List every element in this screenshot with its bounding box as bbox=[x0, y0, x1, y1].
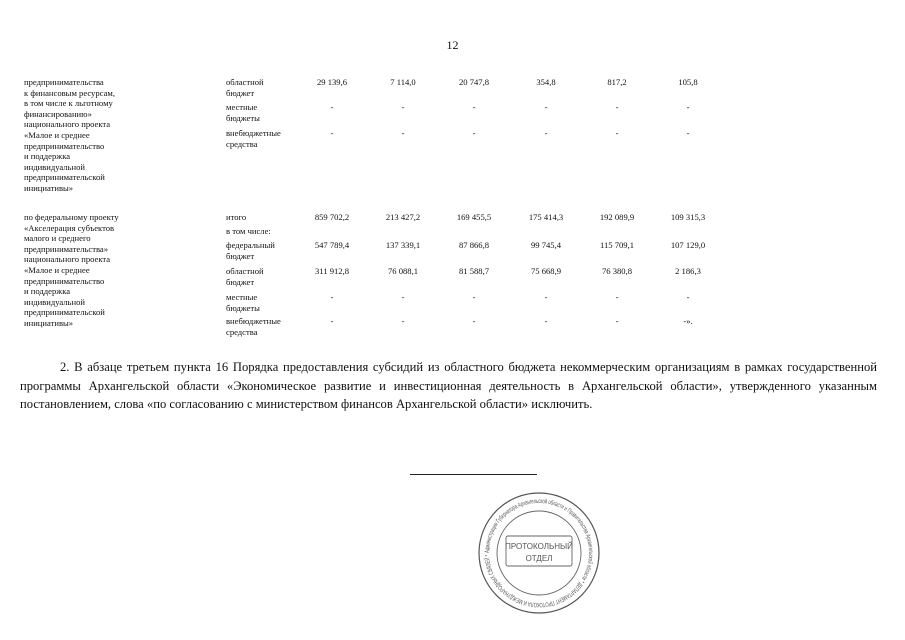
amount-cell: - bbox=[401, 316, 405, 326]
funding-source-label: внебюджетные средства bbox=[226, 316, 281, 337]
amount-cell: 192 089,9 bbox=[599, 212, 635, 222]
funding-source-label: областной бюджет bbox=[226, 266, 264, 287]
amount-cell: 99 745,4 bbox=[530, 240, 562, 250]
amount-cell: 169 455,5 bbox=[456, 212, 492, 222]
funding-source-label: внебюджетные средства bbox=[226, 128, 281, 149]
funding-source-label: местные бюджеты bbox=[226, 292, 260, 313]
amount-cell: 547 789,4 bbox=[314, 240, 350, 250]
amount-cell: -». bbox=[683, 316, 693, 326]
amount-cell: - bbox=[686, 102, 690, 112]
amount-cell: - bbox=[544, 316, 548, 326]
seal-center-text-2: ОТДЕЛ bbox=[525, 554, 553, 563]
row1-program-label: предпринимательства к финансовым ресурсам, в том числе к льготному финансированию» национального проекта «Малое и среднее предпринимательство и поддержка индивидуальной предпринимательской инициативы» bbox=[24, 77, 115, 193]
amount-cell: - bbox=[686, 128, 690, 138]
amount-cell: 109 315,3 bbox=[670, 212, 706, 222]
amount-cell: - bbox=[330, 102, 334, 112]
amount-cell: - bbox=[686, 292, 690, 302]
amount-cell: - bbox=[330, 316, 334, 326]
amount-cell: - bbox=[544, 102, 548, 112]
amount-cell: - bbox=[615, 128, 619, 138]
amount-cell: - bbox=[401, 292, 405, 302]
amount-cell: 87 866,8 bbox=[458, 240, 490, 250]
amount-cell: 859 702,2 bbox=[314, 212, 350, 222]
amount-cell: 81 588,7 bbox=[458, 266, 490, 276]
amount-cell: - bbox=[472, 316, 476, 326]
amount-cell: 76 380,8 bbox=[601, 266, 633, 276]
amount-cell: 20 747,8 bbox=[458, 77, 490, 87]
funding-source-label: местные бюджеты bbox=[226, 102, 260, 123]
amount-cell: - bbox=[472, 102, 476, 112]
amount-cell: 76 088,1 bbox=[387, 266, 419, 276]
amount-cell: - bbox=[615, 316, 619, 326]
amount-cell: 29 139,6 bbox=[316, 77, 348, 87]
amount-cell: - bbox=[401, 102, 405, 112]
seal-center-text-1: ПРОТОКОЛЬНЫЙ bbox=[505, 542, 573, 551]
amount-cell: - bbox=[330, 128, 334, 138]
amount-cell: 817,2 bbox=[607, 77, 627, 87]
amount-cell: - bbox=[401, 128, 405, 138]
amount-cell: 7 114,0 bbox=[390, 77, 416, 87]
row2-program-label: по федеральному проекту «Акселерация субъектов малого и среднего предпринимательства» национального проекта «Малое и среднее предпринимательство и поддержка индивидуальной предпринимательской инициативы» bbox=[24, 212, 119, 328]
amount-cell: 311 912,8 bbox=[314, 266, 350, 276]
page-number: 12 bbox=[446, 38, 459, 52]
funding-source-label: в том числе: bbox=[226, 226, 271, 236]
amount-cell: - bbox=[472, 292, 476, 302]
amount-cell: 107 129,0 bbox=[670, 240, 706, 250]
amount-cell: - bbox=[615, 102, 619, 112]
seal-ring-text: Администрация Губернатора Архангельской области и Правительства Архангельской области * ДЕПАРТАМЕНТ ПРОТОКОЛА И МЕЖДУНАРОДНЫХ СВЯЗЕЙ * bbox=[483, 497, 595, 609]
amount-cell: 105,8 bbox=[678, 77, 698, 87]
funding-source-label: итого bbox=[226, 212, 247, 222]
amount-cell: - bbox=[472, 128, 476, 138]
amount-cell: 75 668,9 bbox=[530, 266, 562, 276]
amendment-paragraph: 2. В абзаце третьем пункта 16 Порядка предоставления субсидий из областного бюджета некоммерческим организациям в рамках государственной программы Архангельской области «Экономическое развитие и инвестиционная деятельность в Архангельской области», утвержденного указанным постановлением, слова «по согласованию с министерством финансов Архангельской области» исключить. bbox=[20, 360, 877, 412]
signature-line bbox=[410, 474, 537, 475]
protocol-department-seal bbox=[476, 490, 602, 616]
amount-cell: - bbox=[544, 128, 548, 138]
amount-cell: - bbox=[615, 292, 619, 302]
amount-cell: - bbox=[330, 292, 334, 302]
amount-cell: - bbox=[544, 292, 548, 302]
amount-cell: 137 339,1 bbox=[385, 240, 421, 250]
amount-cell: 354,8 bbox=[536, 77, 556, 87]
funding-source-label: областной бюджет bbox=[226, 77, 264, 98]
seal-inner-ring bbox=[497, 511, 581, 595]
amount-cell: 2 186,3 bbox=[675, 266, 701, 276]
funding-source-label: федеральный бюджет bbox=[226, 240, 275, 261]
amount-cell: 115 709,1 bbox=[599, 240, 635, 250]
amount-cell: 213 427,2 bbox=[385, 212, 421, 222]
amount-cell: 175 414,3 bbox=[528, 212, 564, 222]
